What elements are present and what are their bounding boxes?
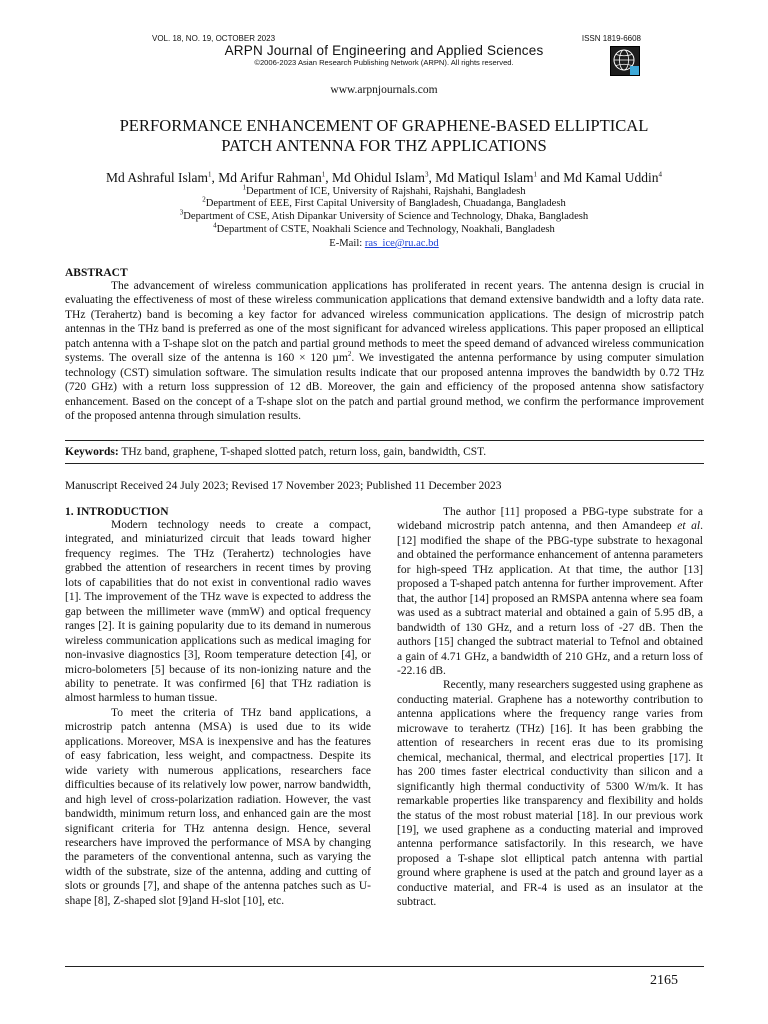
affiliation-sup: 1 bbox=[242, 183, 246, 192]
et-al-italic: et al bbox=[677, 520, 701, 533]
intro-paragraph: Recently, many researchers suggested using graphene as conducting material. Graphene has a noteworthy contribution to antenna applications where the frequency range varies from microwave to terahertz (THz) [16]. It has been grabbing the attention of researchers in recent eras due to its promising chemical, mechanical, thermal, and electrical properties [17]. It has 200 times faster electrical conductivity than silicon and a significantly high thermal conductivity of 5300 W/m/k. It has remarkable properties like transparency and flexibility and holds the status of the most robust material [18]. In our previous work [19], we used graphene as a conducting material and improved antenna performance satisfactorily. In this research, we have proposed a T-shape slot elliptical patch antenna with partial ground where graphene is used at the patch and ground layer as a conductive material, and FR-4 is used as an insulator at the subtract. bbox=[397, 679, 703, 909]
title-line-1: PERFORMANCE ENHANCEMENT OF GRAPHENE-BASED ELLIPTICAL bbox=[119, 116, 649, 135]
author-affil-sup: 1 bbox=[321, 170, 326, 179]
journal-name: ARPN Journal of Engineering and Applied Sciences bbox=[224, 43, 544, 58]
paragraph-text: . [12] modified the shape of the PBG-type substrate to hexagonal and obtained the performance enhancement of antenna parameters for high-speed THz application. At that time, the author [13] proposed a T-shaped patch antenna for further improvement. After that, the author [14] proposed an RMSPA antenna where sea foam was used as a subtract material and obtained a gain of 5.95 dB, a bandwidth of 130 GHz, and a return loss of -27 dB. Then the authors [15] changed the subtract material to Tefnol and obtained a gain of 4.71 GHz, a bandwidth of 210 GHz, and a return loss of -22.16 dB. bbox=[397, 520, 703, 677]
affiliation bbox=[40, 197, 728, 210]
author-separator: , bbox=[325, 170, 332, 185]
keywords-text: THz band, graphene, T-shaped slotted patch, return loss, gain, bandwidth, CST. bbox=[118, 446, 487, 458]
affiliation-sup: 4 bbox=[213, 221, 217, 230]
author-affil-sup: 1 bbox=[533, 170, 537, 179]
author-list bbox=[40, 170, 728, 186]
intro-paragraph bbox=[397, 505, 703, 678]
abstract-divider bbox=[65, 440, 704, 441]
email-label: E-Mail: bbox=[329, 238, 365, 249]
affiliation bbox=[40, 210, 728, 223]
affiliation-sup: 3 bbox=[179, 208, 184, 217]
right-column bbox=[397, 505, 703, 910]
author-affil-sup: 3 bbox=[425, 170, 429, 179]
abstract-text-2: . We investigated the antenna performance by using computer simulation technology (CST) simulation software. The simulation results indicate that our proposed antenna improves the bandwidth by 0.72 THz (720 GHz) with a return loss suppression of 12 dB. Moreover, the gain and efficiency of the proposed antenna show satisfactory enhancement. Based on the concept of a T-shape slot on the patch and partial ground method, we confirm the performance improvement of the proposed antenna through simulation results. bbox=[65, 352, 704, 423]
author-separator: , bbox=[211, 170, 219, 185]
author-name: Md Kamal Uddin bbox=[563, 170, 659, 185]
author-name: Md Ashraful Islam bbox=[106, 170, 208, 185]
author-affil-sup: 4 bbox=[658, 170, 662, 179]
author-name: Md Ohidul Islam bbox=[332, 170, 425, 185]
manuscript-dates: Manuscript Received 24 July 2023; Revised 17 November 2023; Published 11 December 2023 bbox=[65, 480, 502, 492]
affiliation-text: Department of ICE, University of Rajshahi, Rajshahi, Bangladesh bbox=[246, 186, 526, 197]
keywords-divider bbox=[65, 463, 704, 464]
email-line bbox=[40, 237, 728, 250]
author-name: Md Arifur Rahman bbox=[218, 170, 322, 185]
header-issn: ISSN 1819-6608 bbox=[581, 34, 641, 43]
email-link[interactable]: ras_ice@ru.ac.bd bbox=[364, 238, 439, 249]
abstract-unit-sup: 2 bbox=[347, 350, 352, 359]
journal-url[interactable]: www.arpnjournals.com bbox=[330, 84, 438, 96]
abstract-text-1: The advancement of wireless communication applications has proliferated in recent years. The antenna design is crucial in evaluating the effectiveness of most of these wireless communication applications that demand extensive bandwidth and a lofty data rate. THz (Terahertz) band is becoming a key factor for advanced wireless communication applications. The design of microstrip patch antennas in the THz band is preferred as one of the most significant for advanced wireless applications. This paper proposed an elliptical patch antenna with a T-shape slot on the patch and partial ground methods to meet the speed demand of advanced wireless communication systems. The overall size of the antenna is 160 × 120 µm bbox=[65, 280, 704, 365]
intro-paragraph: Modern technology needs to create a compact, integrated, and miniaturized circuit that leads toward higher frequency regimes. The THz (Terahertz) technologies have grabbed the attention of researchers in recent times by proving lots of capabilities that do not exist in conventional radio waves [1]. The improvement of the THz wave is expected to address the gap between the millimeter wave (mmW) and optical frequency ranges [2]. It is gaining popularity due to its demand in numerous wireless communication applications such as medical imaging for non-invasive diagnostics [3], Room temperature detection [4], or micro-bolometers [5] because of its non-ionizing nature and the ability to penetrate. It was confirmed [6] that THz radiation is almost harmless to human tissue. bbox=[65, 519, 371, 705]
abstract-heading: ABSTRACT bbox=[65, 267, 128, 279]
footer-divider bbox=[65, 966, 704, 967]
header-volume: VOL. 18, NO. 19, OCTOBER 2023 bbox=[152, 34, 276, 43]
section-heading-introduction: 1. INTRODUCTION bbox=[65, 506, 169, 518]
keywords-line bbox=[65, 446, 704, 458]
paper-title bbox=[40, 116, 728, 156]
page-number: 2165 bbox=[650, 973, 678, 988]
author-separator: , bbox=[428, 170, 436, 185]
title-line-2: PATCH ANTENNA FOR THZ APPLICATIONS bbox=[221, 136, 547, 155]
author-name: Md Matiqul Islam bbox=[435, 170, 534, 185]
affiliation-text: Department of CSTE, Noakhali Science and Technology, Noakhali, Bangladesh bbox=[216, 224, 555, 235]
author-separator: and bbox=[537, 170, 564, 185]
abstract-body bbox=[65, 279, 704, 424]
keywords-label: Keywords: bbox=[65, 446, 119, 458]
affiliation bbox=[40, 223, 728, 236]
affiliation-text: Department of EEE, First Capital University of Bangladesh, Chuadanga, Bangladesh bbox=[205, 198, 566, 209]
paragraph-text: The author [11] proposed a PBG-type substrate for a wideband microstrip patch antenna, and then Amandeep bbox=[397, 506, 703, 533]
left-column bbox=[65, 518, 371, 908]
author-affil-sup: 1 bbox=[208, 170, 212, 179]
affiliation-text: Department of CSE, Atish Dipankar University of Science and Technology, Dhaka, Bangladesh bbox=[183, 211, 589, 222]
arpn-globe-logo-icon bbox=[610, 46, 640, 76]
intro-paragraph: To meet the criteria of THz band applications, a microstrip patch antenna (MSA) is used due to its wide applications. Moreover, MSA is inexpensive and has the features of easy fabrication, less weight, and compactness. Despite its wide variety with numerous applications, researchers face difficulties because of its relatively low power, narrow bandwidth, and high level of cross-polarization radiation. However, the vast bandwidth, minimum return loss, and enhanced gain are the most significant criteria for THz antenna design. Hence, several researchers have improved the performance of MSA by changing the parameters of the conventional antenna, such as varying the width of the substrate, size of the antenna, adding and cutting of slots or grounds [7], and shape of the antenna patches such as U-shape [8], Z-shaped slot [9]and H-slot [10], etc. bbox=[65, 706, 371, 907]
affiliation-sup: 2 bbox=[202, 195, 206, 204]
copyright-notice: ©2006-2023 Asian Research Publishing Network (ARPN). All rights reserved. bbox=[254, 58, 514, 67]
